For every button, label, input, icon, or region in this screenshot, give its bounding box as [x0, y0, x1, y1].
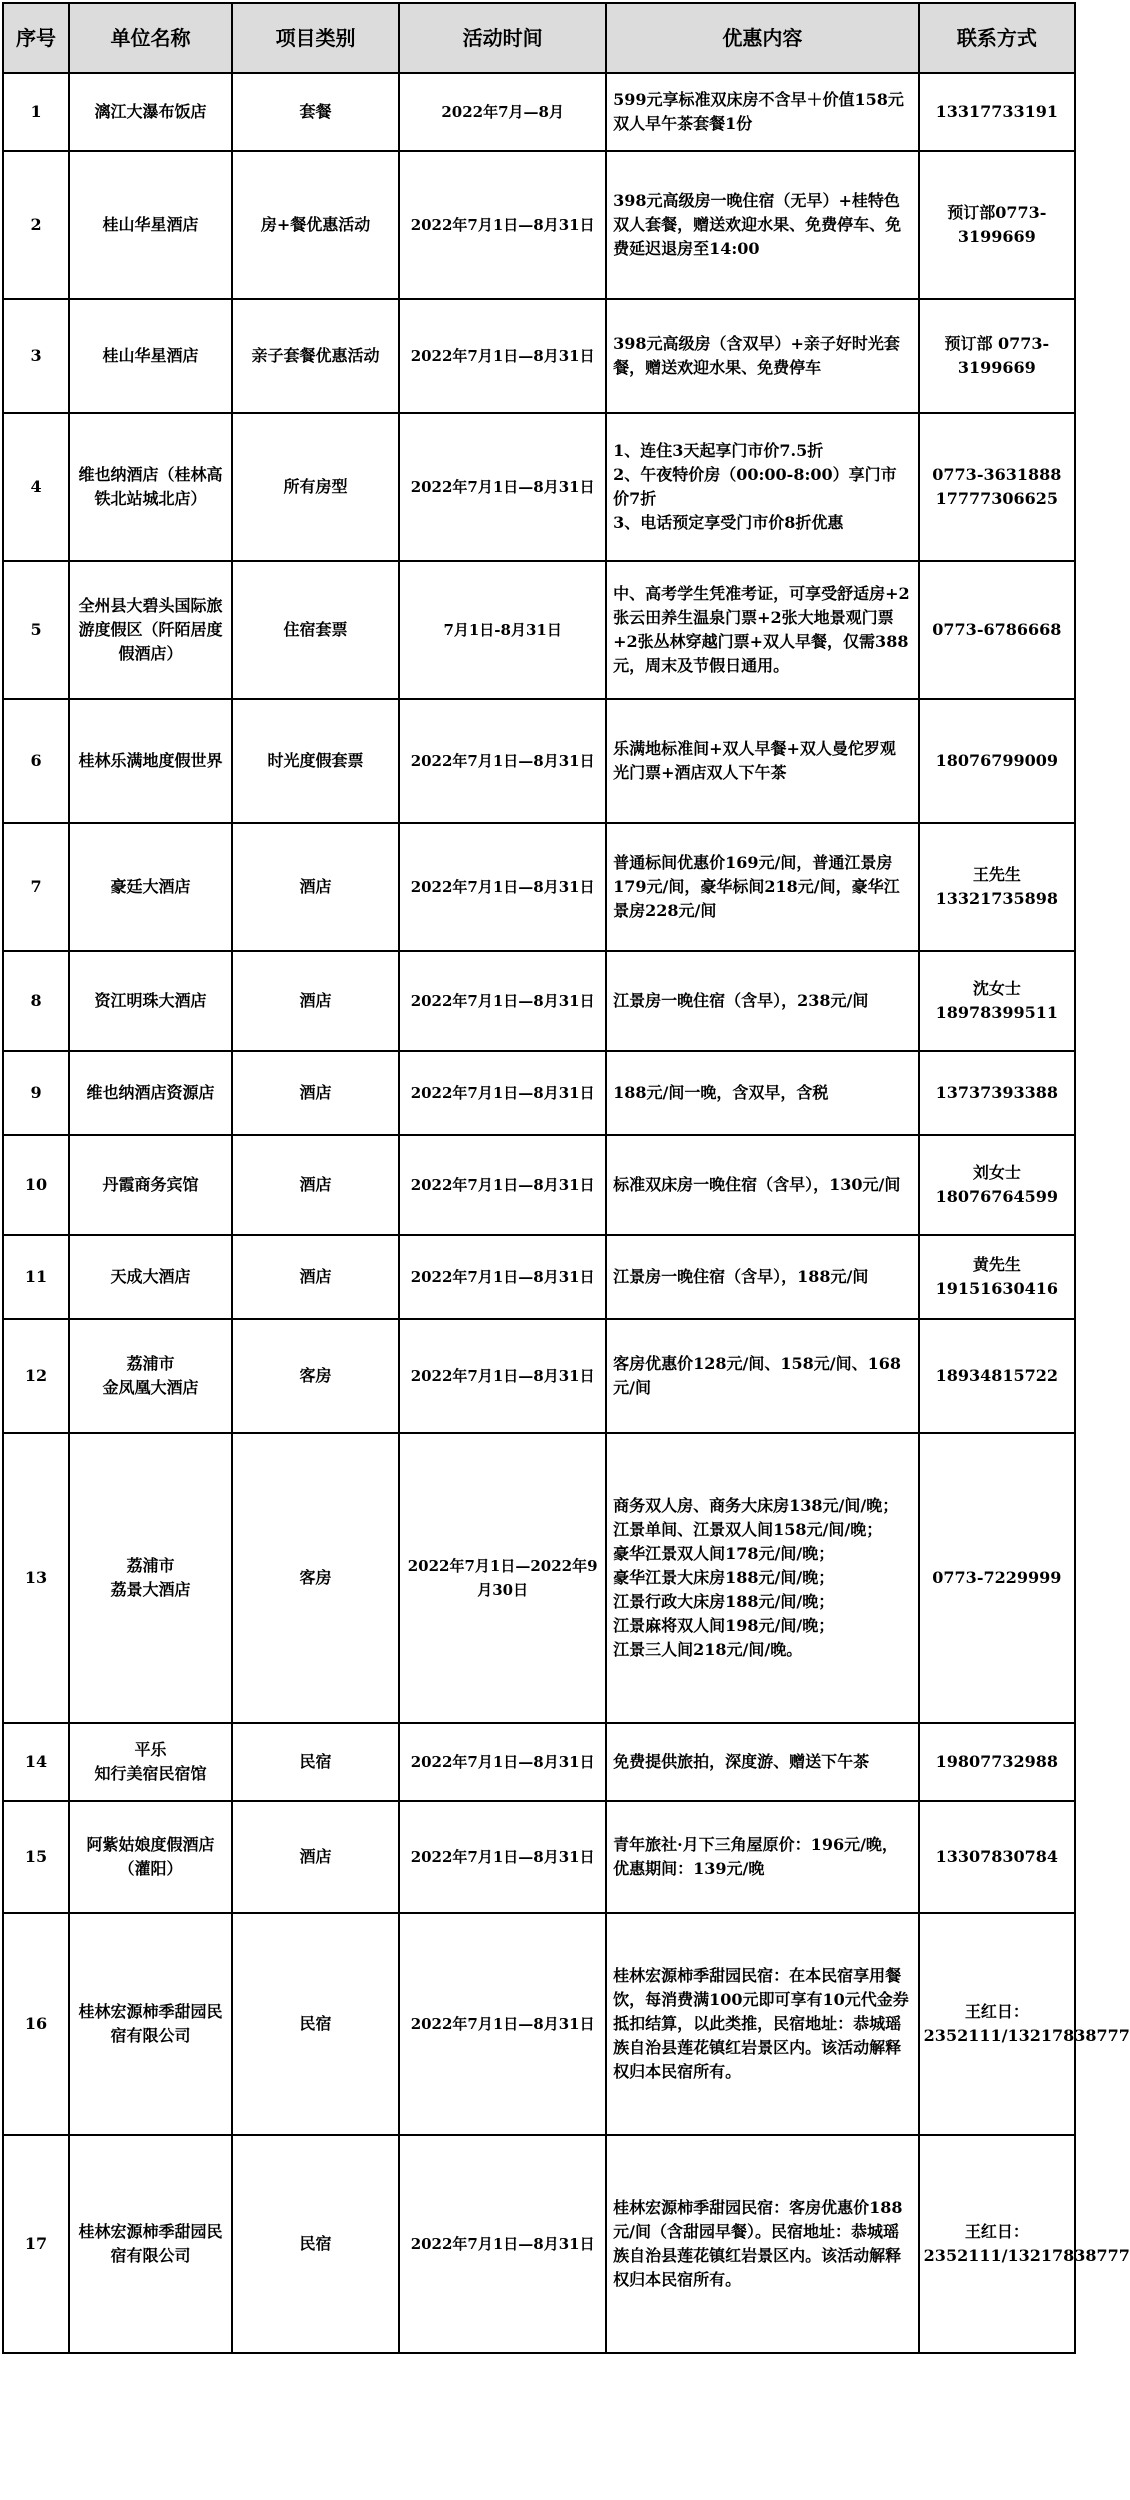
row-contact: 沈女士 18978399511	[919, 951, 1075, 1051]
table-row	[3, 299, 1075, 413]
row-category: 酒店	[232, 823, 399, 951]
row-category: 亲子套餐优惠活动	[232, 299, 399, 413]
table-row	[3, 151, 1075, 299]
row-period: 2022年7月1日—8月31日	[399, 1801, 606, 1913]
row-offer: 江景房一晚住宿（含早），188元/间	[606, 1235, 919, 1319]
row-contact: 刘女士 18076764599	[919, 1135, 1075, 1235]
row-category: 酒店	[232, 1051, 399, 1135]
table-row	[3, 73, 1075, 151]
row-period: 2022年7月1日—8月31日	[399, 413, 606, 561]
row-unit-name: 桂林宏源柿季甜园民宿有限公司	[69, 1913, 232, 2135]
row-contact: 王红日： 2352111/13217838777	[919, 2135, 1075, 2353]
row-category: 民宿	[232, 2135, 399, 2353]
row-offer: 桂林宏源柿季甜园民宿：客房优惠价188元/间（含甜园早餐）。民宿地址：恭城瑶族自治县莲花镇红岩景区内。该活动解释权归本民宿所有。	[606, 2135, 919, 2353]
row-period: 2022年7月1日—8月31日	[399, 1913, 606, 2135]
row-period: 2022年7月1日—8月31日	[399, 699, 606, 823]
table-row	[3, 1319, 1075, 1433]
row-unit-name: 漓江大瀑布饭店	[69, 73, 232, 151]
row-offer: 桂林宏源柿季甜园民宿：在本民宿享用餐饮，每消费满100元即可享有10元代金券抵扣结算，以此类推，民宿地址：恭城瑶族自治县莲花镇红岩景区内。该活动解释权归本民宿所有。	[606, 1913, 919, 2135]
row-offer: 398元高级房一晚住宿（无早）+桂特色双人套餐，赠送欢迎水果、免费停车、免费延迟退房至14:00	[606, 151, 919, 299]
row-period: 2022年7月1日—8月31日	[399, 1051, 606, 1135]
row-contact: 预订部0773-3199669	[919, 151, 1075, 299]
table-body	[3, 73, 1130, 2353]
table-row	[3, 561, 1075, 699]
row-unit-name: 丹霞商务宾馆	[69, 1135, 232, 1235]
row-index: 4	[3, 413, 69, 561]
header-index: 序号	[3, 3, 69, 73]
row-index: 8	[3, 951, 69, 1051]
row-contact: 0773-6786668	[919, 561, 1075, 699]
row-offer: 商务双人房、商务大床房138元/间/晚； 江景单间、江景双人间158元/间/晚； 豪华江景双人间178元/间/晚； 豪华江景大床房188元/间/晚； 江景行政大床房188元/间/晚； 江景麻将双人间198元/间/晚； 江景三人间218元/间/晚。	[606, 1433, 919, 1723]
row-unit-name: 天成大酒店	[69, 1235, 232, 1319]
row-unit-name: 维也纳酒店（桂林高铁北站城北店）	[69, 413, 232, 561]
row-contact: 黄先生 19151630416	[919, 1235, 1075, 1319]
row-period: 2022年7月1日—8月31日	[399, 1135, 606, 1235]
row-contact: 0773-3631888 17777306625	[919, 413, 1075, 561]
table-row	[3, 1235, 1075, 1319]
row-period: 2022年7月1日—8月31日	[399, 299, 606, 413]
row-unit-name: 荔浦市 荔景大酒店	[69, 1433, 232, 1723]
table-row	[3, 1801, 1075, 1913]
row-period: 2022年7月1日—2022年9月30日	[399, 1433, 606, 1723]
row-unit-name: 荔浦市 金凤凰大酒店	[69, 1319, 232, 1433]
row-unit-name: 桂山华星酒店	[69, 299, 232, 413]
row-category: 民宿	[232, 1723, 399, 1801]
row-index: 13	[3, 1433, 69, 1723]
header-offer: 优惠内容	[606, 3, 919, 73]
row-offer: 398元高级房（含双早）+亲子好时光套餐，赠送欢迎水果、免费停车	[606, 299, 919, 413]
row-index: 2	[3, 151, 69, 299]
row-category: 酒店	[232, 1135, 399, 1235]
table-row	[3, 1135, 1075, 1235]
row-index: 10	[3, 1135, 69, 1235]
row-index: 14	[3, 1723, 69, 1801]
row-offer: 免费提供旅拍，深度游、赠送下午茶	[606, 1723, 919, 1801]
header-category: 项目类别	[232, 3, 399, 73]
row-index: 16	[3, 1913, 69, 2135]
row-unit-name: 桂林宏源柿季甜园民宿有限公司	[69, 2135, 232, 2353]
header-period: 活动时间	[399, 3, 606, 73]
header-unit-name: 单位名称	[69, 3, 232, 73]
row-category: 时光度假套票	[232, 699, 399, 823]
row-contact: 预订部 0773-3199669	[919, 299, 1075, 413]
row-category: 酒店	[232, 1235, 399, 1319]
row-category: 住宿套票	[232, 561, 399, 699]
row-unit-name: 豪廷大酒店	[69, 823, 232, 951]
table-row	[3, 1913, 1075, 2135]
row-offer: 乐满地标准间+双人早餐+双人曼佗罗观光门票+酒店双人下午茶	[606, 699, 919, 823]
row-offer: 青年旅社·月下三角屋原价：196元/晚，优惠期间：139元/晚	[606, 1801, 919, 1913]
row-offer: 江景房一晚住宿（含早），238元/间	[606, 951, 919, 1051]
row-contact: 18076799009	[919, 699, 1075, 823]
row-contact: 18934815722	[919, 1319, 1075, 1433]
table-header-row	[3, 3, 1075, 73]
row-unit-name: 桂山华星酒店	[69, 151, 232, 299]
row-period: 2022年7月1日—8月31日	[399, 2135, 606, 2353]
row-offer: 188元/间一晚，含双早，含税	[606, 1051, 919, 1135]
row-offer: 客房优惠价128元/间、158元/间、168元/间	[606, 1319, 919, 1433]
row-period: 2022年7月1日—8月31日	[399, 823, 606, 951]
row-index: 7	[3, 823, 69, 951]
row-unit-name: 平乐 知行美宿民宿馆	[69, 1723, 232, 1801]
row-index: 11	[3, 1235, 69, 1319]
row-offer: 1、连住3天起享门市价7.5折 2、午夜特价房（00:00-8:00）享门市价7折 3、电话预定享受门市价8折优惠	[606, 413, 919, 561]
row-contact: 0773-7229999	[919, 1433, 1075, 1723]
row-period: 2022年7月1日—8月31日	[399, 151, 606, 299]
row-category: 客房	[232, 1319, 399, 1433]
row-contact: 13317733191	[919, 73, 1075, 151]
row-contact: 13737393388	[919, 1051, 1075, 1135]
row-index: 9	[3, 1051, 69, 1135]
row-index: 5	[3, 561, 69, 699]
table-row	[3, 1051, 1075, 1135]
row-period: 2022年7月1日—8月31日	[399, 1235, 606, 1319]
row-period: 2022年7月1日—8月31日	[399, 1723, 606, 1801]
row-contact: 王先生 13321735898	[919, 823, 1075, 951]
row-period: 2022年7月1日—8月31日	[399, 1319, 606, 1433]
row-offer: 标准双床房一晚住宿（含早），130元/间	[606, 1135, 919, 1235]
row-contact: 13307830784	[919, 1801, 1075, 1913]
row-category: 客房	[232, 1433, 399, 1723]
row-category: 酒店	[232, 951, 399, 1051]
row-index: 3	[3, 299, 69, 413]
row-category: 房+餐优惠活动	[232, 151, 399, 299]
table-row	[3, 951, 1075, 1051]
row-index: 17	[3, 2135, 69, 2353]
row-offer: 普通标间优惠价169元/间，普通江景房179元/间，豪华标间218元/间，豪华江景房228元/间	[606, 823, 919, 951]
row-unit-name: 阿紫姑娘度假酒店（灌阳）	[69, 1801, 232, 1913]
row-index: 6	[3, 699, 69, 823]
row-category: 酒店	[232, 1801, 399, 1913]
row-offer: 599元享标准双床房不含早＋价值158元双人早午茶套餐1份	[606, 73, 919, 151]
row-offer: 中、高考学生凭准考证，可享受舒适房+2张云田养生温泉门票+2张大地景观门票+2张丛林穿越门票+双人早餐，仅需388元，周末及节假日通用。	[606, 561, 919, 699]
table-row	[3, 1723, 1075, 1801]
row-category: 套餐	[232, 73, 399, 151]
row-period: 2022年7月1日—8月31日	[399, 951, 606, 1051]
table-row	[3, 413, 1075, 561]
table-row	[3, 823, 1075, 951]
row-period: 2022年7月—8月	[399, 73, 606, 151]
table-row	[3, 2135, 1075, 2353]
row-unit-name: 桂林乐满地度假世界	[69, 699, 232, 823]
header-contact: 联系方式	[919, 3, 1075, 73]
row-index: 1	[3, 73, 69, 151]
row-unit-name: 全州县大碧头国际旅游度假区（阡陌居度假酒店）	[69, 561, 232, 699]
promotion-table	[2, 2, 1130, 2354]
row-unit-name: 维也纳酒店资源店	[69, 1051, 232, 1135]
table-row	[3, 1433, 1075, 1723]
row-category: 所有房型	[232, 413, 399, 561]
row-index: 12	[3, 1319, 69, 1433]
row-index: 15	[3, 1801, 69, 1913]
row-period: 7月1日-8月31日	[399, 561, 606, 699]
table-row	[3, 699, 1075, 823]
row-category: 民宿	[232, 1913, 399, 2135]
row-unit-name: 资江明珠大酒店	[69, 951, 232, 1051]
row-contact: 王红日： 2352111/13217838777	[919, 1913, 1075, 2135]
row-contact: 19807732988	[919, 1723, 1075, 1801]
